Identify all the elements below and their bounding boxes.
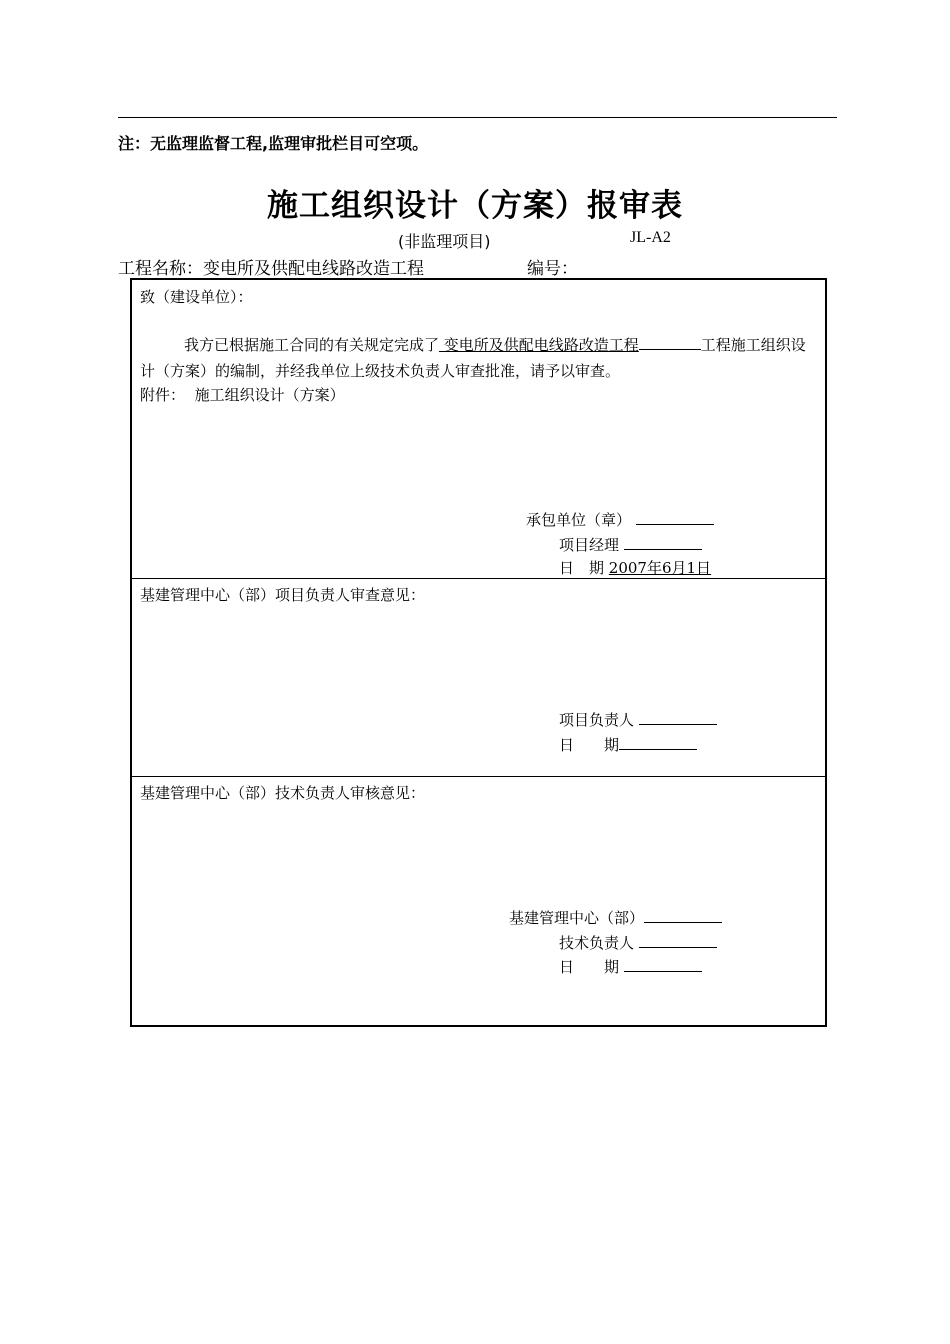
dept-label: 基建管理中心（部）: [509, 909, 645, 927]
form-code: JL-A2: [630, 229, 671, 246]
number-label: 编号：: [527, 259, 578, 279]
attachment-label: 附件：: [140, 386, 186, 404]
page-title: 施工组织设计（方案）报审表: [267, 188, 683, 224]
contractor-blank: [636, 508, 714, 525]
tech-person-line: [559, 931, 717, 953]
date-line-2: [559, 733, 697, 755]
date-label-1: 日 期: [559, 559, 605, 577]
dept-blank: [644, 906, 722, 923]
dept-line: [509, 906, 722, 928]
date-label-3: 日 期: [559, 958, 620, 976]
project-person-label: 项目负责人: [559, 711, 635, 729]
body-project-name: 变电所及供配电线路改造工程: [439, 336, 639, 354]
addressee-label: 致（建设单位）：: [140, 288, 253, 306]
note-text: 注：无监理监督工程,监理审批栏目可空项。: [118, 134, 429, 153]
contractor-line: [526, 508, 714, 530]
manager-label: 项目经理: [559, 536, 620, 554]
subtitle: (非监理项目): [398, 232, 491, 251]
date-blank-3: [624, 955, 702, 972]
project-review-heading: 基建管理中心（部）项目负责人审查意见：: [140, 586, 426, 604]
top-rule: [118, 117, 837, 118]
date-label-2: 日 期: [559, 736, 620, 754]
body-suffix: 工程施工组织设计（方案）的编制，并经我单位上级技术负责人审查批准，请予以审查。: [140, 336, 806, 380]
form-table: [130, 278, 827, 1027]
project-name-line: [118, 254, 424, 279]
project-person-blank: [639, 708, 717, 725]
date-line-1: [559, 557, 711, 578]
date-value-1: 2007年6月1日: [608, 559, 712, 577]
submission-paragraph: [140, 332, 820, 384]
manager-blank: [624, 533, 702, 550]
manager-line: [559, 533, 702, 555]
attachment-line: [140, 384, 345, 405]
project-person-line: [559, 708, 717, 730]
project-name-label: 工程名称：: [118, 259, 203, 279]
date-blank-2: [619, 733, 697, 750]
tech-review-heading: 基建管理中心（部）技术负责人审核意见：: [140, 784, 426, 802]
body-prefix: 我方已根据施工合同的有关规定完成了: [184, 336, 440, 354]
project-name-value: 变电所及供配电线路改造工程: [203, 259, 424, 279]
tech-person-blank: [639, 931, 717, 948]
contractor-label: 承包单位（章）: [526, 511, 632, 529]
date-line-3: [559, 955, 702, 977]
divider-2: [132, 776, 825, 777]
attachment-value: 施工组织设计（方案）: [194, 386, 345, 404]
tech-person-label: 技术负责人: [559, 934, 635, 952]
body-blank: [639, 333, 701, 350]
divider-1: [132, 578, 825, 579]
